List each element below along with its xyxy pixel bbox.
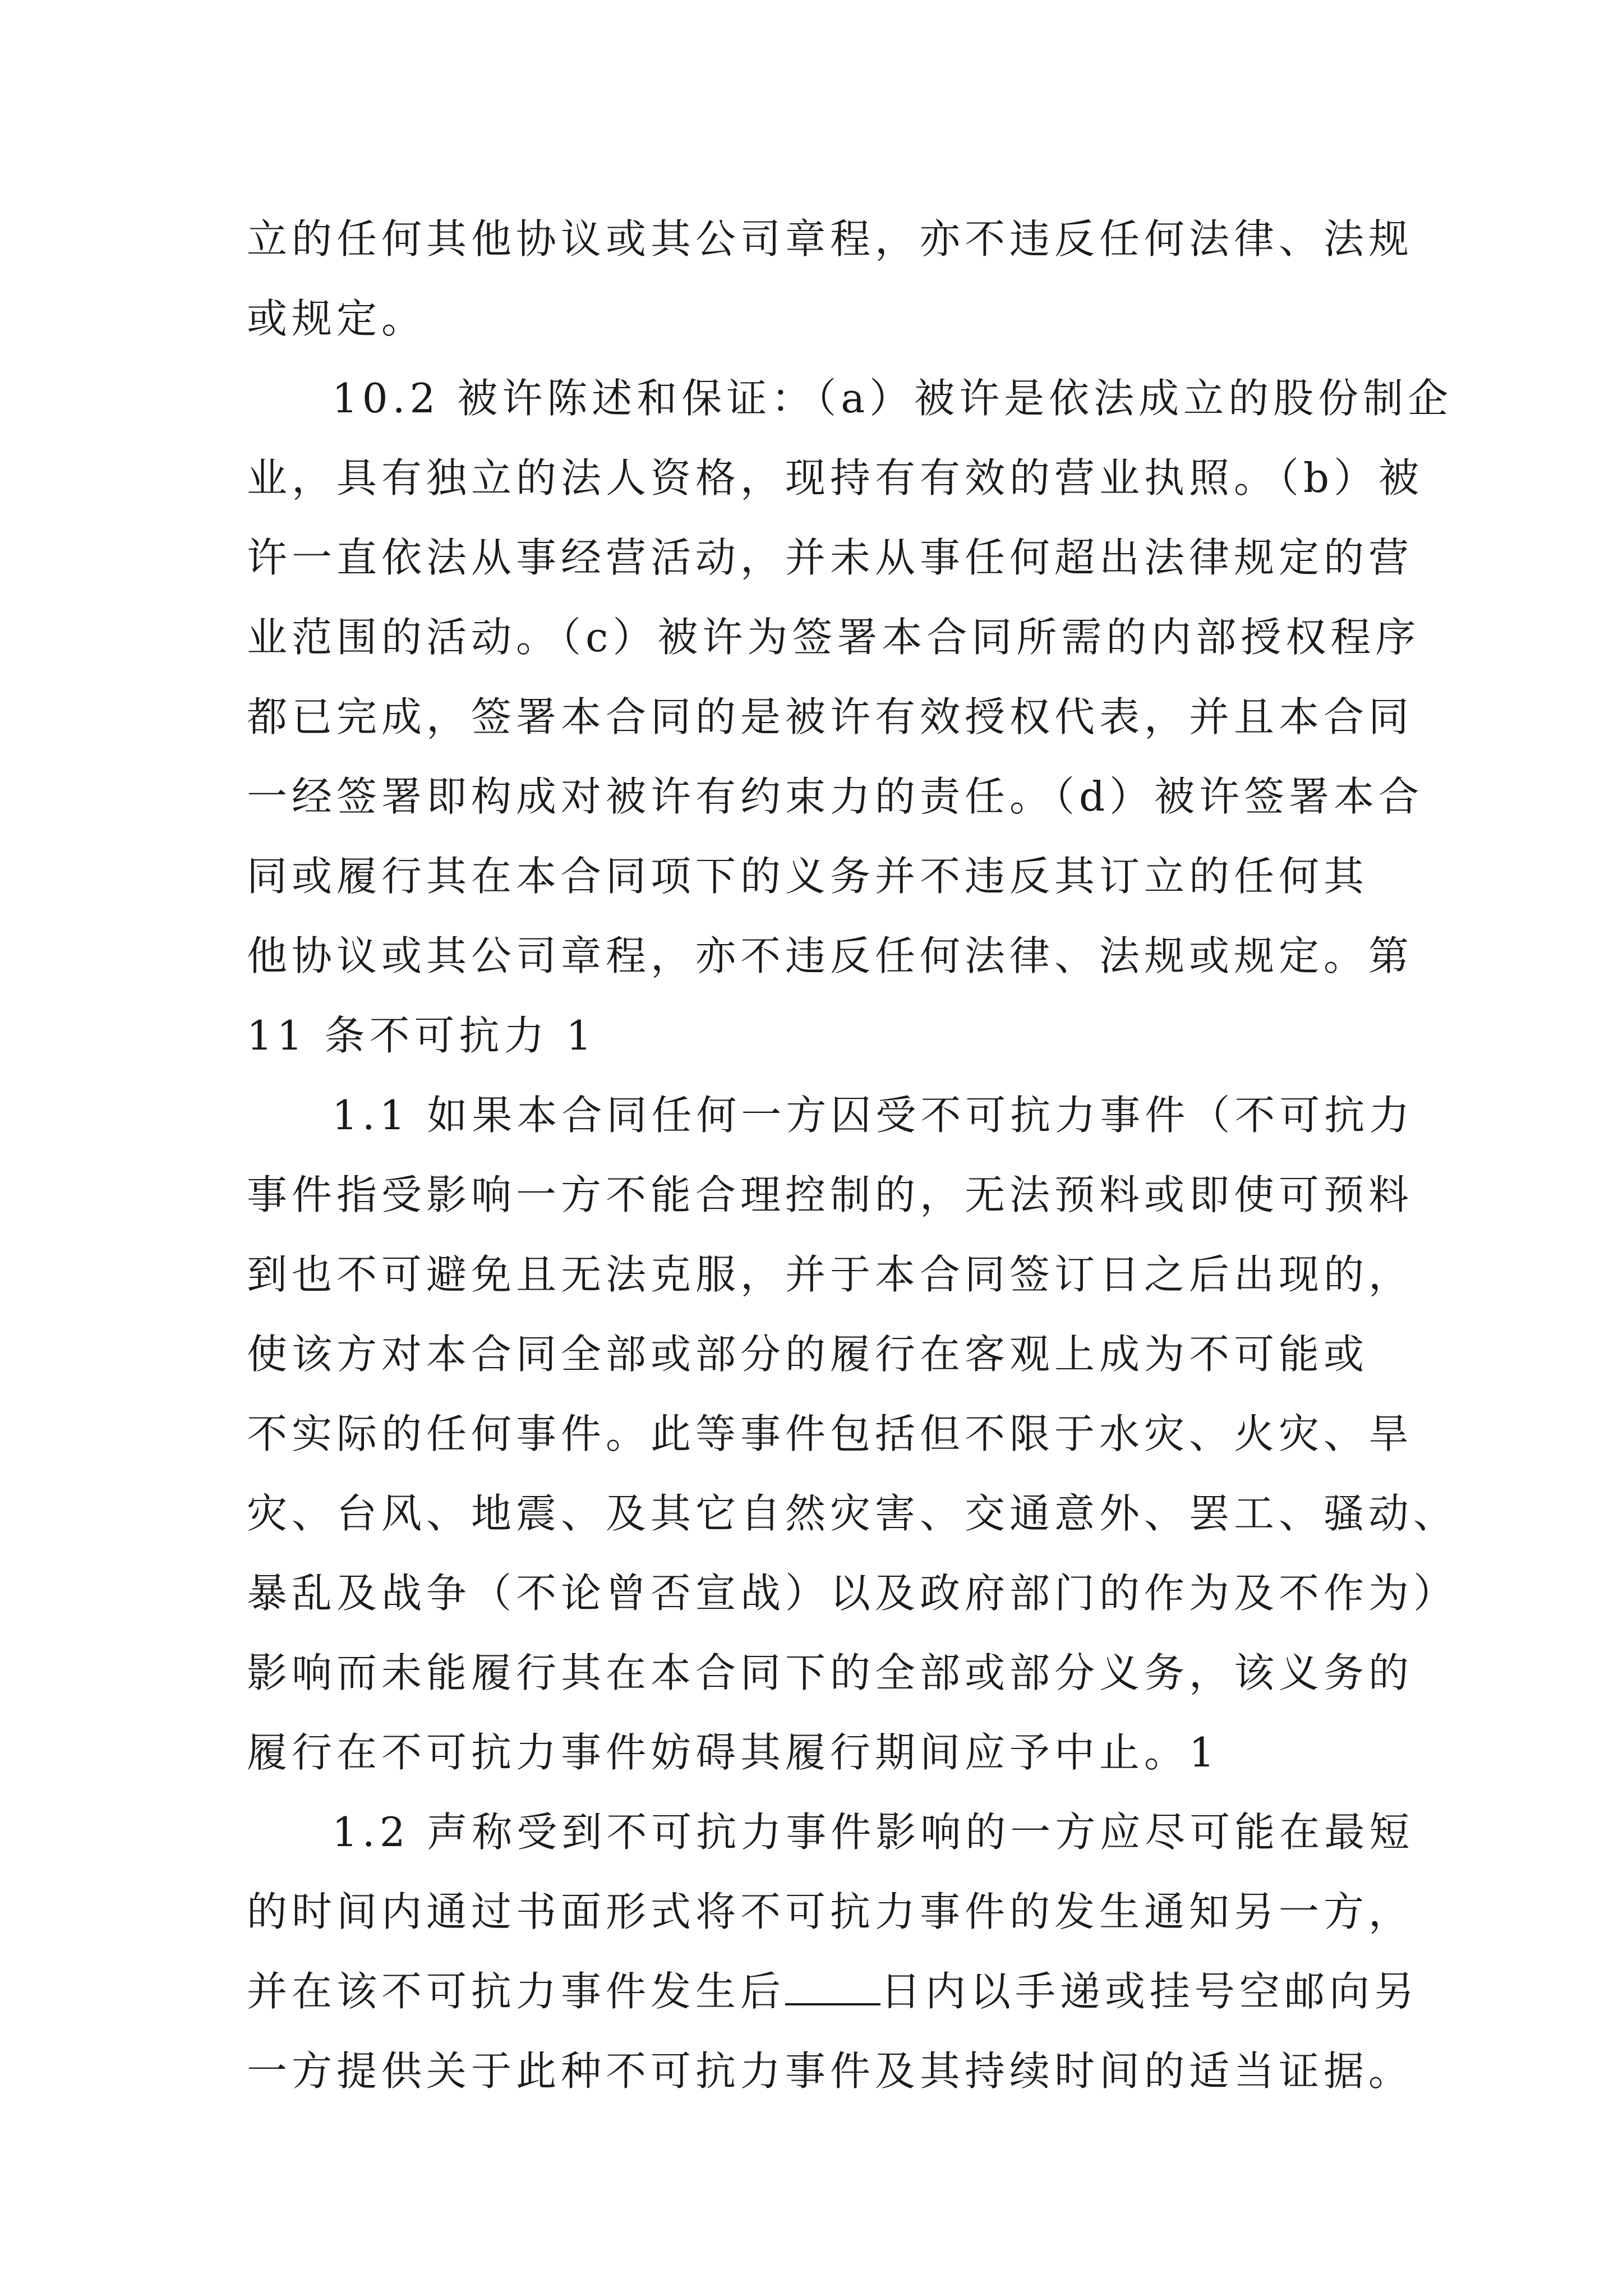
- text-line: 立的任何其他协议或其公司章程，亦不违反任何法律、法规: [247, 215, 1414, 263]
- text-line: 业范围的活动。（c）被许为签署本合同所需的内部授权程序: [247, 614, 1421, 661]
- text-line: 10.2 被许陈述和保证：（a）被许是依法成立的股份制企: [332, 375, 1453, 422]
- text-line: 或规定。: [247, 295, 427, 342]
- text-line: 一经签署即构成对被许有约束力的责任。（d）被许签署本合: [247, 773, 1424, 820]
- text-before-blank: 并在该不可抗力事件发生后: [247, 1968, 786, 2015]
- text-line: 他协议或其公司章程，亦不违反任何法律、法规或规定。第: [247, 932, 1414, 979]
- text-line: 一方提供关于此种不可抗力事件及其持续时间的适当证据。: [247, 2047, 1414, 2095]
- text-line: 不实际的任何事件。此等事件包括但不限于水灾、火灾、旱: [247, 1410, 1414, 1457]
- text-line: 履行在不可抗力事件妨碍其履行期间应予中止。1: [247, 1729, 1219, 1776]
- text-line: 1.2 声称受到不可抗力事件影响的一方应尽可能在最短: [332, 1809, 1414, 1856]
- text-line: 11 条不可抗力 1: [247, 1012, 597, 1059]
- text-line: 的时间内通过书面形式将不可抗力事件的发生通知另一方，: [247, 1888, 1414, 1935]
- text-line: 都已完成，签署本合同的是被许有效授权代表，并且本合同: [247, 693, 1414, 740]
- text-line: 到也不可避免且无法克服，并于本合同签订日之后出现的，: [247, 1251, 1414, 1298]
- text-line: 影响而未能履行其在本合同下的全部或部分义务，该义务的: [247, 1649, 1414, 1696]
- text-line-with-blank: [247, 1952, 1419, 2031]
- text-line: 暴乱及战争（不论曾否宣战）以及政府部门的作为及不作为）: [247, 1570, 1459, 1617]
- fill-in-blank: [785, 1970, 880, 2005]
- text-after-blank: 日内以手递或挂号空邮向另: [880, 1968, 1419, 2015]
- document-body: [247, 199, 1459, 2111]
- text-line: 许一直依法从事经营活动，并未从事任何超出法律规定的营: [247, 534, 1414, 581]
- text-line: 事件指受影响一方不能合理控制的，无法预料或即使可预料: [247, 1171, 1414, 1218]
- text-line: 使该方对本合同全部或部分的履行在客观上成为不可能或: [247, 1331, 1369, 1378]
- text-line: 1.1 如果本合同任何一方囚受不可抗力事件（不可抗力: [332, 1092, 1414, 1139]
- text-line: 同或履行其在本合同项下的义务并不违反其订立的任何其: [247, 853, 1369, 900]
- text-line: 业，具有独立的法人资格，现持有有效的营业执照。（b）被: [247, 454, 1424, 501]
- text-line: 灾、台风、地震、及其它自然灾害、交通意外、罢工、骚动、: [247, 1490, 1459, 1537]
